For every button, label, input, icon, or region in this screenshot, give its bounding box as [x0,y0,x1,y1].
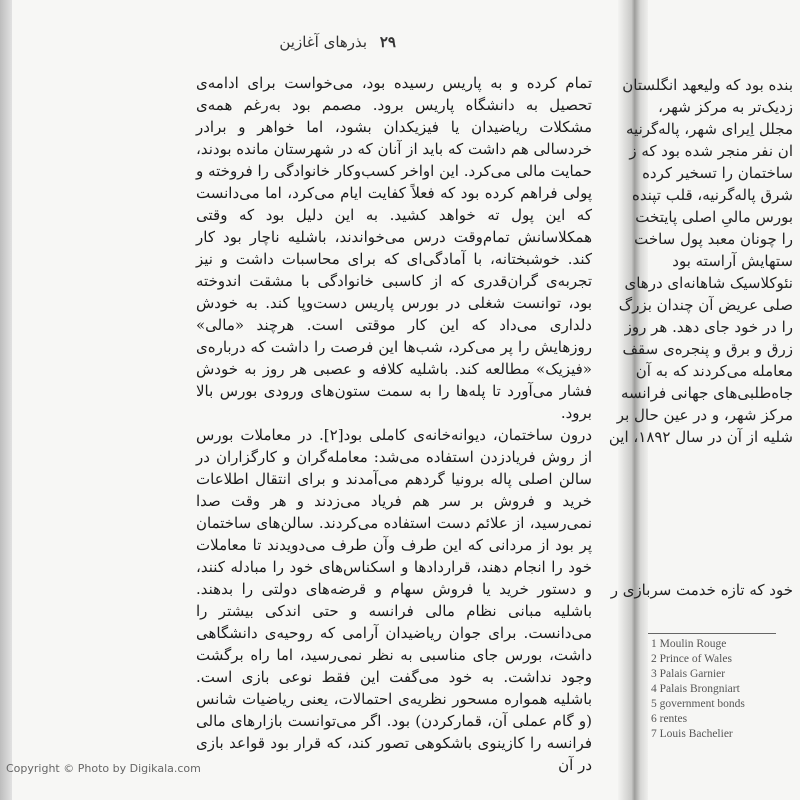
right-line: ان نفر منجر شده بود که ز [629,142,793,160]
right-line: مرکز شهر، و در عین حال بر [616,406,793,424]
right-line: را چونان معبد پول ساخت [634,230,793,248]
right-page-text [588,74,793,448]
footnote: 2 Prince of Wales [651,653,732,665]
footnote: 7 Louis Bachelier [651,728,733,740]
right-line: نئوکلاسیک شاهانه‌ای درهای [624,274,793,292]
running-head [279,33,396,51]
right-line: معامله می‌کردند که به آن [635,362,793,380]
right-line: بورس مالیِ اصلی پایتخت [635,208,793,226]
footnote: 3 Palais Garnier [651,668,726,680]
right-line: شرق پاله‌گرنیه، قلب تپنده [632,186,793,204]
right-line: بنده بود که ولیعهد انگلستان [622,76,793,94]
right-line: صلی عریض آن چندان بزرگ [618,296,793,314]
paragraph-2: درون ساختمان، دیوانه‌خانه‌ی کاملی بود[۲]. در معاملات بورس از روش فریادزدن استفاده می‌شد: معامله‌گران و کارگزاران در سالن اصلی پاله برونیا گردهم می‌آمدند و برای انتقال اطلاعات خرید و فروش بر سر هم فریاد می‌زدند و هر وقت صدا نمی‌رسید، از علائم دست استفاده می‌کردند. سالن‌های ساختمان پر بود از مردانی که این طرف وآن طرف می‌دویدند تا معاملات خود را انجام دهند، قراردادها و اسکناس‌های خود را مبادله کنند، و دستور خرید یا فروش سهام و قرضه‌های دولتی را بدهند. باشلیه مبانی نظام مالی فرانسه و حتی اندکی بیشتر را می‌دانست. برای جوان ریاضیدان آرامی که روحیه‌ی دانشگاهی داشت، بورس جای مناسبی به نظر نمی‌رسید، اما راه برگشت وجود نداشت. به خود می‌گفت این فقط نوعی بازی است. باشلیه همواره مسحور نظریه‌ی احتمالات، یعنی ریاضیات شانس (و گام عملی آن، قمارکردن) بود. اگر می‌توانست بازارهای مالی فرانسه را کازینوی باشکوهی تصور کند، که قرار بود قواعد بازی در آن [196,426,593,774]
footnote: 5 government bonds [651,698,745,710]
right-line: ستهایش آراسته بود [672,252,793,270]
right-line: ساختمان را تسخیر کرده [642,164,793,182]
footnote: 4 Palais Brongniart [651,683,740,695]
right-line: مجلل اِیرای شهر، پاله‌گرنیه [626,120,793,138]
right-line: را در خود جای دهد. هر روز [624,318,793,336]
right-page [608,0,800,800]
footnote: 6 rentes [651,713,688,725]
footnotes [651,637,745,742]
paragraph-1: تمام کرده و به پاریس رسیده بود، می‌خواست برای ادامه‌ی تحصیل به دانشگاه پاریس برود. مصمم بود به‌رغم همه‌ی مشکلات ریاضیدان یا فیزیکدان بشود، اما خواهر و برادر خردسالی هم داشت که باید از آنان که در شهرستان مانده بودند، حمایت مالی می‌کرد. این اواخر کسب‌وکار خانوادگی را فروخته و پولی فراهم کرده بود که فعلاً کفایت ایام می‌کرد، اما می‌دانست که این پول ته خواهد کشید. به این دلیل بود که وقتی همکلاسانش تمام‌وقت درس می‌خواندند، باشلیه ناچار بود کار کند. خوشبختانه، با آمادگی‌ای که برای محاسبات داشت و نیز تجربه‌ی گران‌قدری که از کاسبی خانوادگی با مشقت اندوخته بود، توانست شغلی در بورس پاریس دست‌وپا کند. به خودش دلداری می‌داد که این کار موقتی است. هرچند «مالی» روزهایش را پر می‌کرد، شب‌ها این فرصت را داشت که درباره‌ی «فیزیک» مطالعه کند. باشلیه کلافه و عصبی هر روز به خودش فشار می‌آورد تا پله‌ها را به سمت ستون‌های ورودی بورس بالا برود. [196,74,592,422]
footnote-divider [648,633,776,634]
copyright-watermark: Copyright © Photo by Digikala.com [6,762,201,775]
right-line: شلیه از آن در سال ۱۸۹۲، این [608,428,793,446]
footnote: 1 Moulin Rouge [651,638,727,650]
right-page-tail-line: خود که تازه خدمت سربازی ر [610,581,793,599]
body-text [196,72,592,776]
right-line: زرق و برق و پنجره‌ی سقف [622,340,793,358]
page-number: ۲۹ [379,33,396,51]
book-edge-left [0,0,12,800]
chapter-title: بذرهای آغازین [279,33,368,51]
right-line: زدیک‌تر به مرکز شهر، [658,98,793,116]
right-line: جاه‌طلبی‌های جهانی فرانسه [620,384,793,402]
